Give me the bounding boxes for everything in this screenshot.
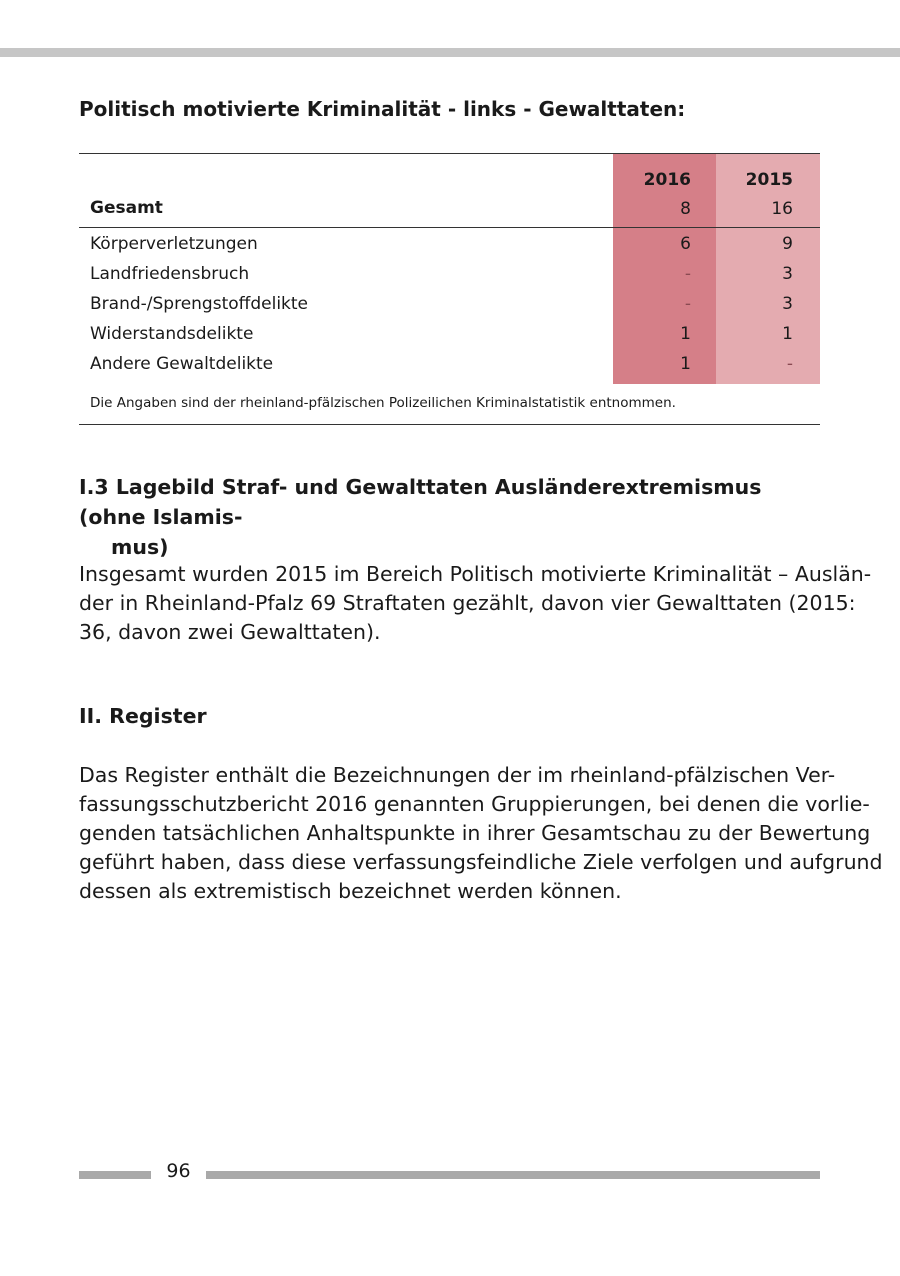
- section-heading-i3: [79, 472, 824, 562]
- paragraph-line: Das Register enthält die Bezeichnungen der im rheinland-pfälzischen Ver-: [79, 763, 836, 787]
- row-label: Landfriedensbruch: [90, 264, 250, 284]
- paragraph-line: geführt haben, dass diese verfassungsfeindliche Ziele verfolgen und aufgrund: [79, 850, 883, 874]
- page-number: 96: [166, 1160, 191, 1182]
- section-heading-line: I.3 Lagebild Straf- und Gewalttaten Ausländerextremismus (ohne Islamis-: [79, 475, 762, 529]
- year-header-2015: 2015: [745, 170, 793, 190]
- row-value-2016: -: [684, 294, 691, 314]
- section-heading-line: mus): [111, 535, 169, 559]
- table-row: [79, 349, 820, 379]
- row-value-2015: -: [786, 354, 793, 374]
- section-i3-paragraph: [79, 560, 872, 647]
- row-value-2015: 9: [782, 234, 793, 254]
- table-title: Politisch motivierte Kriminalität - links - Gewalttaten:: [79, 97, 686, 121]
- register-paragraph: [79, 761, 883, 906]
- year-header-2016: 2016: [643, 170, 691, 190]
- table-row: [79, 229, 820, 259]
- row-label: Andere Gewaltdelikte: [90, 354, 274, 374]
- row-value-2015: 3: [782, 264, 793, 284]
- total-value-2015: 16: [771, 199, 793, 219]
- table-row: [79, 289, 820, 319]
- row-value-2016: 1: [680, 354, 691, 374]
- row-label: Brand-/Sprengstoffdelikte: [90, 294, 309, 314]
- footer-rule-right: [206, 1171, 820, 1179]
- paragraph-line: Insgesamt wurden 2015 im Bereich Politisch motivierte Kriminalität – Auslän-: [79, 562, 872, 586]
- total-value-2016: 8: [680, 199, 691, 219]
- paragraph-line: 36, davon zwei Gewalttaten).: [79, 620, 381, 644]
- top-rule: [0, 48, 900, 57]
- paragraph-line: genden tatsächlichen Anhaltspunkte in ihrer Gesamtschau zu der Bewertung: [79, 821, 871, 845]
- total-label: Gesamt: [90, 198, 163, 218]
- row-value-2016: 1: [680, 324, 691, 344]
- section-heading-register: II. Register: [79, 704, 207, 728]
- paragraph-line: fassungsschutzbericht 2016 genannten Gruppierungen, bei denen die vorlie-: [79, 792, 870, 816]
- row-value-2016: -: [684, 264, 691, 284]
- row-value-2015: 1: [782, 324, 793, 344]
- table-row: [79, 319, 820, 349]
- statistics-table: [79, 153, 820, 425]
- paragraph-line: der in Rheinland-Pfalz 69 Straftaten gezählt, davon vier Gewalttaten (2015:: [79, 591, 856, 615]
- header-divider: [79, 227, 820, 228]
- row-value-2015: 3: [782, 294, 793, 314]
- table-source-note: Die Angaben sind der rheinland-pfälzischen Polizeilichen Kriminalstatistik entnommen.: [90, 395, 676, 411]
- row-label: Körperverletzungen: [90, 234, 258, 254]
- row-label: Widerstandsdelikte: [90, 324, 254, 344]
- paragraph-line: dessen als extremistisch bezeichnet werden können.: [79, 879, 622, 903]
- row-value-2016: 6: [680, 234, 691, 254]
- footer-rule-left: [79, 1171, 151, 1179]
- table-row: [79, 259, 820, 289]
